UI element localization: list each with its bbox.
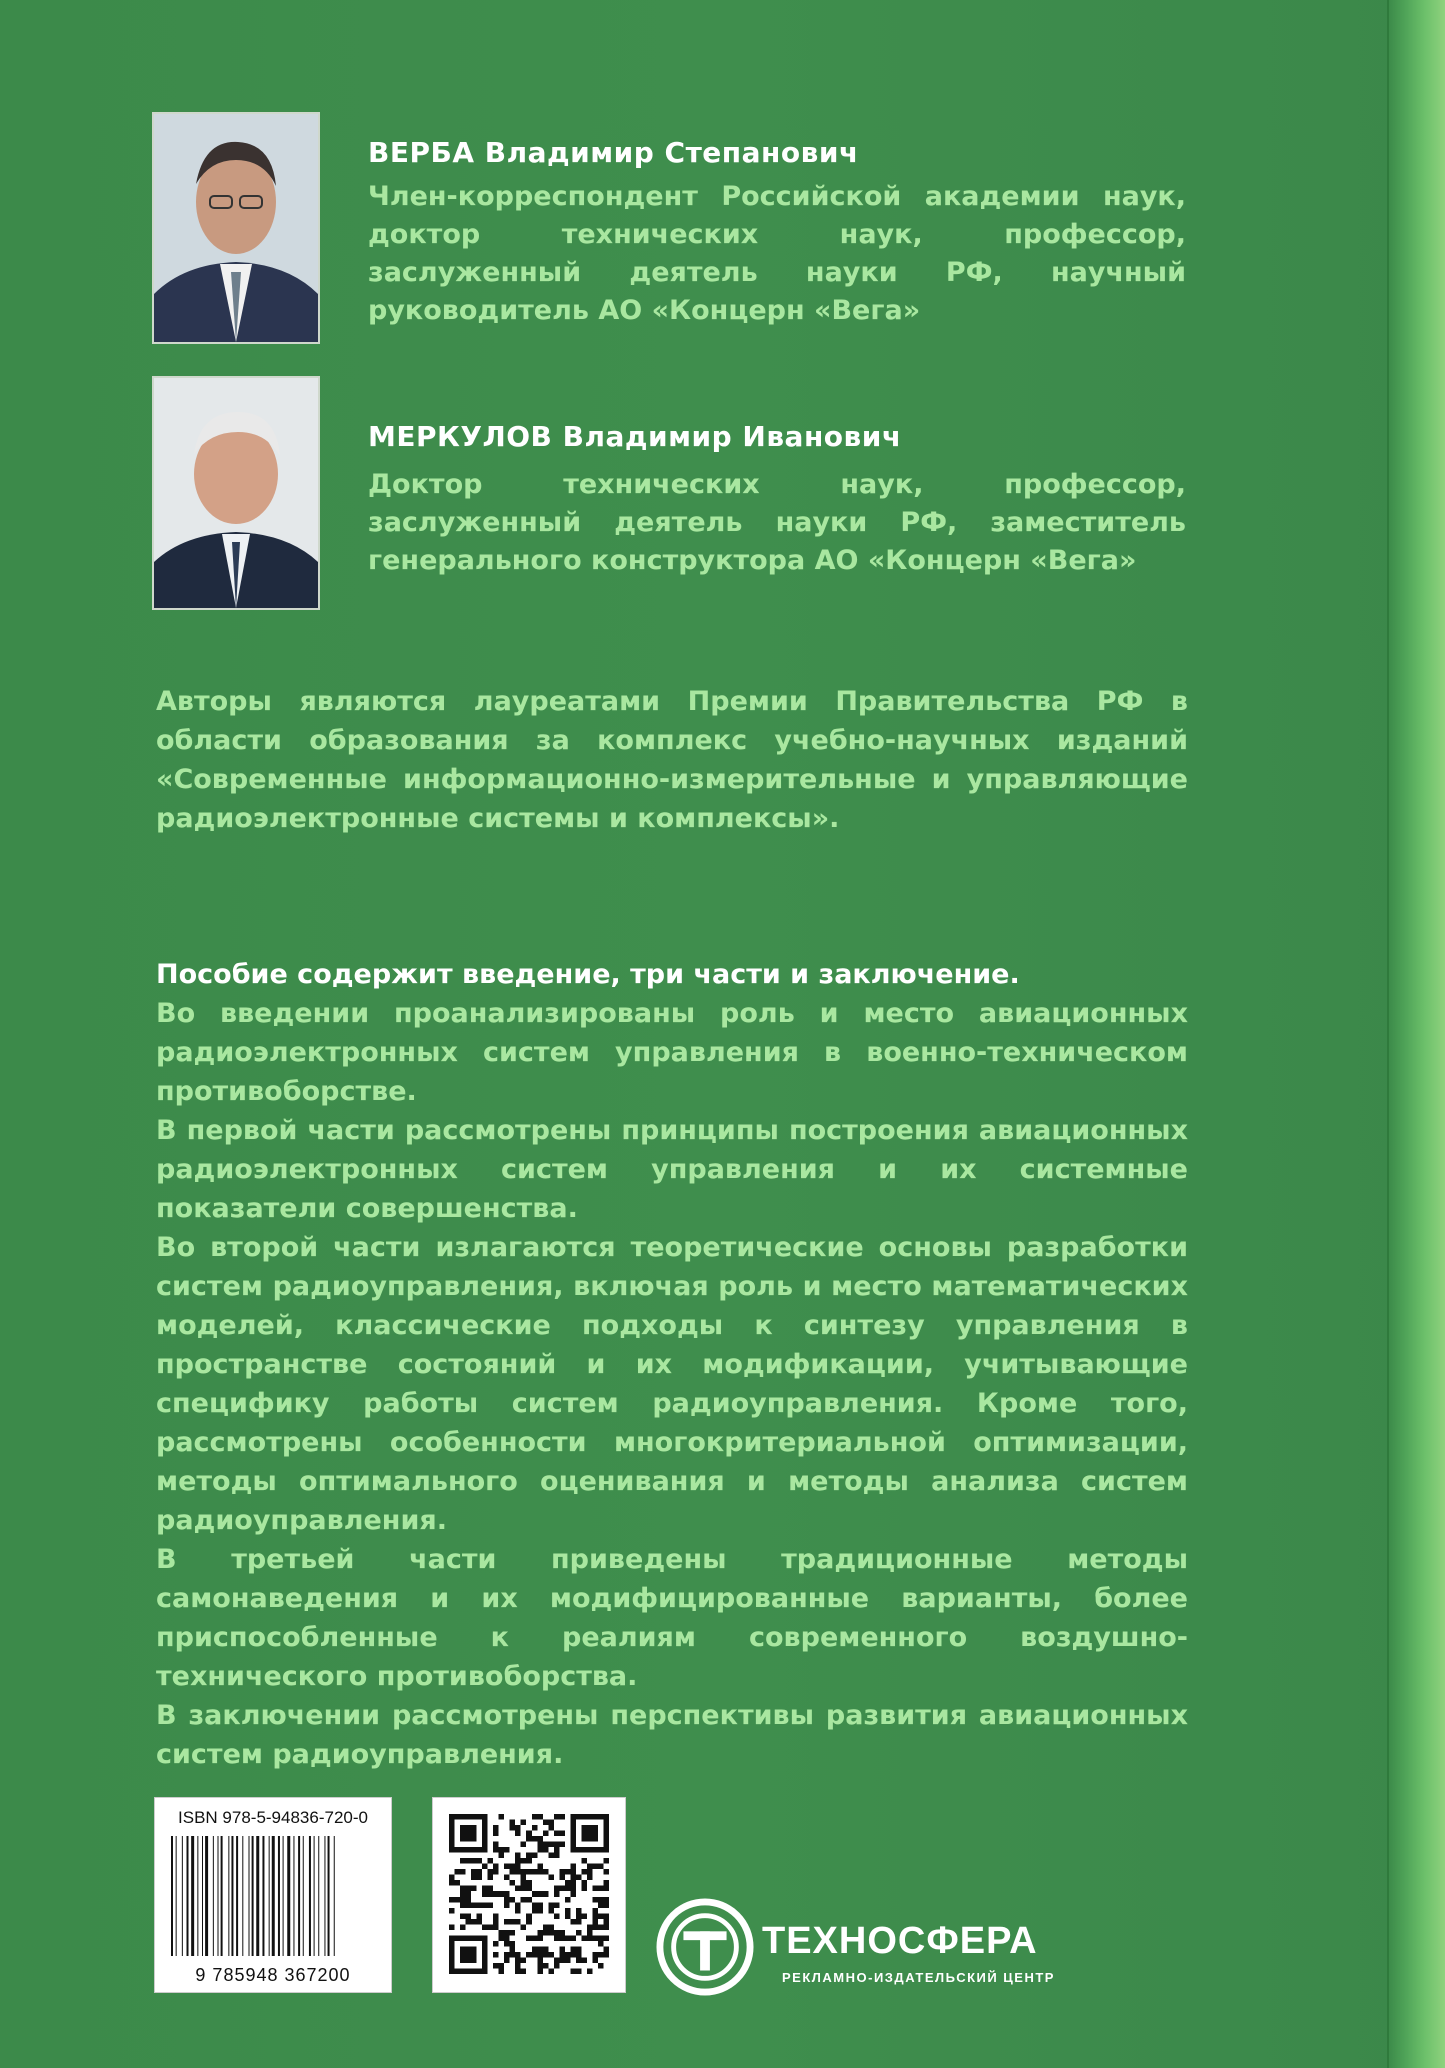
laureates-paragraph: Авторы являются лауреатами Премии Правительства РФ в области образования за комплекс учебно-научных изданий «Современные информационно-измерительные и управляющие радиоэлектронные системы и комплексы». xyxy=(156,686,1188,834)
summary-paragraph: Во введении проанализированы роль и место авиационных радиоэлектронных систем управления в военно-техническом противоборстве. xyxy=(156,998,1188,1107)
summary-paragraph: Во второй части излагаются теоретические основы разработки систем радиоуправления, включая роль и место математических моделей, классические подходы к синтезу управления в пространстве состояний и их модификации, учитывающие специфику работы систем радиоуправления. Кроме того, рассмотрены особенности многокритериальной оптимизации, методы оптимального оценивания и методы анализа систем радиоуправления. xyxy=(156,1232,1188,1536)
qr-code-icon xyxy=(449,1814,609,1974)
spine-fold-line xyxy=(1387,0,1389,2068)
publisher-subtitle: РЕКЛАМНО-ИЗДАТЕЛЬСКИЙ ЦЕНТР xyxy=(782,1970,1055,1985)
summary-paragraph: В заключении рассмотрены перспективы развития авиационных систем радиоуправления. xyxy=(156,1700,1188,1770)
barcode-digits: 9 785948 367200 xyxy=(195,1965,351,1985)
author-name: МЕРКУЛОВ Владимир Иванович xyxy=(368,420,902,453)
summary-paragraph: В третьей части приведены традиционные методы самонаведения и их модифицированные варианты, более приспособленные к реалиям современного воздушно-технического противоборства. xyxy=(156,1544,1188,1692)
qr-code-box xyxy=(432,1797,626,1993)
author-bio: Доктор технических наук, профессор, заслуженный деятель науки РФ, заместитель генерального конструктора АО «Концерн «Вега» xyxy=(368,469,1186,576)
author-name: ВЕРБА Владимир Степанович xyxy=(368,136,859,169)
author-photo-merkulov xyxy=(152,376,320,610)
isbn-barcode-box xyxy=(154,1797,392,1993)
book-summary xyxy=(156,955,1188,1774)
publisher-name: ТЕХНОСФЕРА xyxy=(762,1920,1038,1962)
author-portrait-icon xyxy=(154,114,318,342)
book-spine-edge xyxy=(1387,0,1445,2068)
technosphere-logo-icon xyxy=(656,1898,754,1996)
author-photo-verba xyxy=(152,112,320,344)
summary-lead: Пособие содержит введение, три части и заключение. xyxy=(156,959,1020,990)
author-portrait-icon xyxy=(154,378,318,608)
summary-paragraph: В первой части рассмотрены принципы построения авиационных радиоэлектронных систем управления и их системные показатели совершенства. xyxy=(156,1115,1188,1224)
author-bio: Член-корреспондент Российской академии наук, доктор технических наук, профессор, заслуженный деятель науки РФ, научный руководитель АО «Концерн «Вега» xyxy=(368,181,1186,326)
isbn-label: ISBN 978-5-94836-720-0 xyxy=(178,1808,368,1827)
barcode-icon xyxy=(169,1836,377,1956)
